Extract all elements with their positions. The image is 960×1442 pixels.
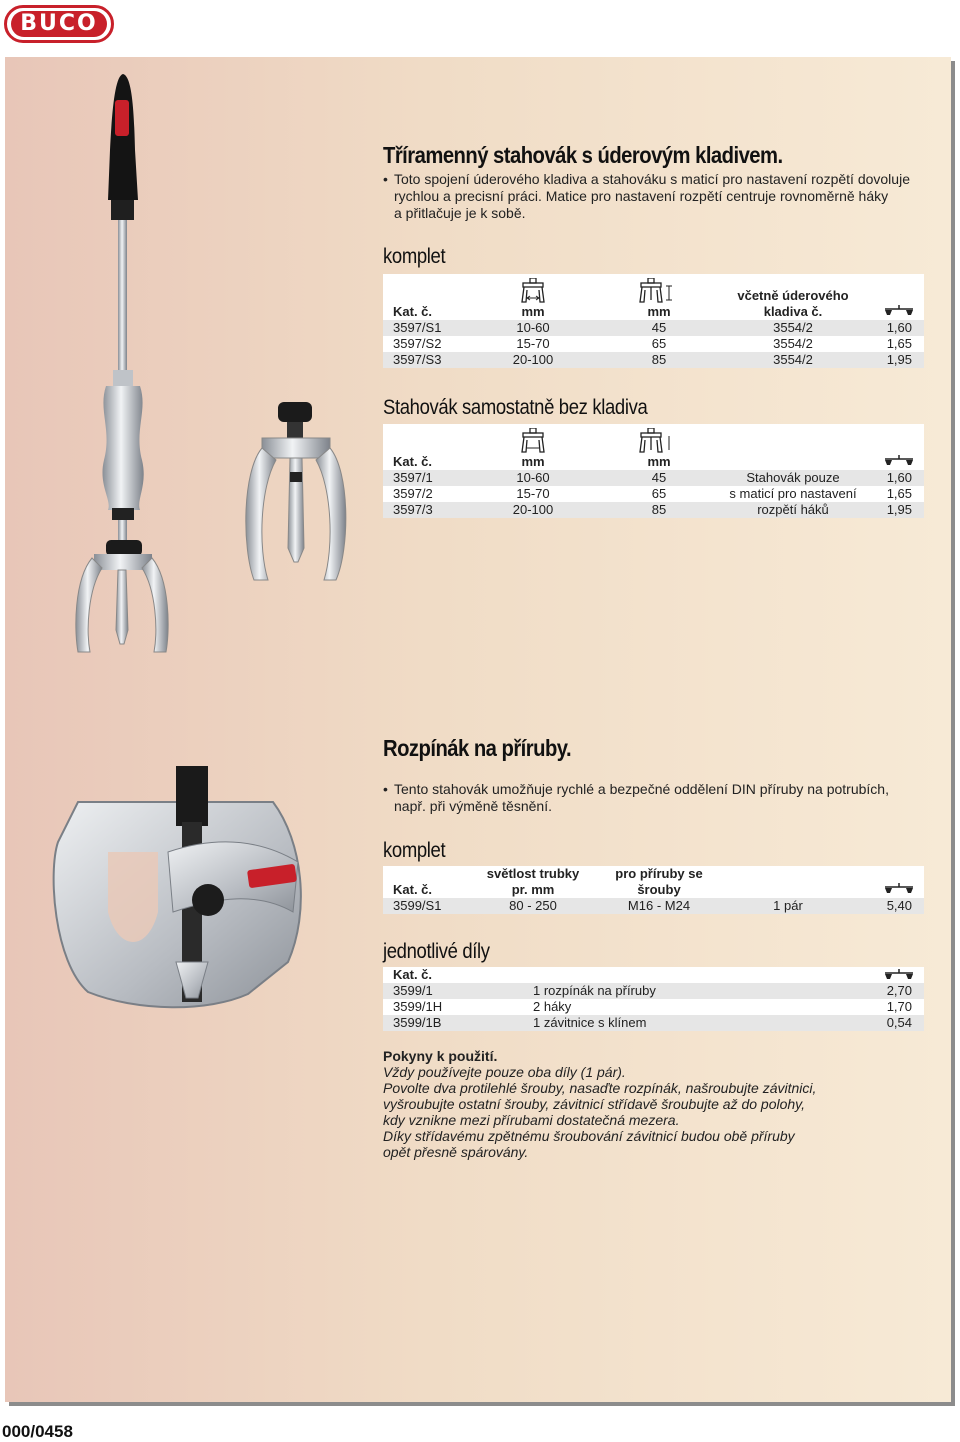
header-mm1: mm bbox=[521, 304, 545, 319]
slide-hammer-puller-image bbox=[68, 70, 178, 660]
header-mm1: mm bbox=[521, 454, 545, 469]
cell-desc: 1 rozpínák na příruby bbox=[533, 983, 656, 998]
cell-note: Stahovák pouze bbox=[746, 470, 840, 485]
bullet-line-3: a přitlačuje je k sobě. bbox=[394, 205, 526, 221]
table-row bbox=[383, 320, 924, 336]
puller-depth-icon bbox=[639, 428, 675, 454]
logo-text: BUCO bbox=[11, 11, 107, 37]
header-kat: Kat. č. bbox=[393, 304, 433, 319]
section1-table bbox=[383, 274, 924, 368]
table-row bbox=[383, 502, 924, 518]
cell-kat: 3597/1 bbox=[393, 470, 433, 485]
cell-kat: 3597/3 bbox=[393, 502, 433, 517]
section1-komplet-heading: komplet bbox=[383, 245, 446, 268]
notes-heading: Pokyny k použití. bbox=[383, 1048, 498, 1064]
table-header bbox=[383, 967, 924, 983]
cell-spread: 15-70 bbox=[516, 336, 550, 351]
section2-bullet bbox=[383, 781, 923, 817]
cell-pipe: 80 - 250 bbox=[509, 898, 557, 913]
table-row bbox=[383, 352, 924, 368]
cell-spread: 20-100 bbox=[512, 502, 554, 517]
table-row bbox=[383, 486, 924, 502]
cell-kat: 3597/2 bbox=[393, 486, 433, 501]
section2-parts-heading: jednotlivé díly bbox=[383, 940, 490, 963]
section1-title: Tříramenný stahovák s úderovým kladivem. bbox=[383, 142, 783, 168]
cell-kat: 3599/S1 bbox=[393, 898, 442, 913]
cell-bolts: M16 - M24 bbox=[627, 898, 691, 913]
cell-hammer: 3554/2 bbox=[773, 320, 813, 335]
cell-depth: 85 bbox=[651, 352, 667, 367]
cell-weight: 1,65 bbox=[886, 486, 912, 501]
cell-kat: 3599/1 bbox=[393, 983, 433, 998]
table-row bbox=[383, 336, 924, 352]
header-col3-line1: pro příruby se bbox=[615, 866, 703, 881]
scale-weight-icon bbox=[883, 882, 915, 896]
header-incl-line1: včetně úderového bbox=[737, 288, 849, 303]
header-incl-line2: kladiva č. bbox=[763, 304, 823, 319]
cell-weight: 1,60 bbox=[886, 320, 912, 335]
section2-komplet-heading: komplet bbox=[383, 839, 446, 862]
buco-logo bbox=[4, 5, 114, 43]
scale-weight-icon bbox=[883, 454, 915, 468]
cell-kat: 3597/S3 bbox=[393, 352, 442, 367]
cell-spread: 10-60 bbox=[516, 470, 550, 485]
section2-title: Rozpínák na příruby. bbox=[383, 735, 572, 761]
cell-hammer: 3554/2 bbox=[773, 336, 813, 351]
table-header bbox=[383, 866, 924, 898]
section2-parts-table bbox=[383, 967, 924, 1031]
notes-line: Vždy používejte pouze oba díly (1 pár). bbox=[383, 1064, 626, 1080]
section1-sub-heading: Stahovák samostatně bez kladiva bbox=[383, 396, 648, 419]
header-kat: Kat. č. bbox=[393, 882, 433, 897]
cell-depth: 45 bbox=[651, 470, 667, 485]
cell-desc: 2 háky bbox=[533, 999, 572, 1014]
cell-depth: 65 bbox=[651, 486, 667, 501]
cell-weight: 1,60 bbox=[886, 470, 912, 485]
table-row bbox=[383, 999, 924, 1015]
notes-line: kdy vznikne mezi přírubami dostatečná mezera. bbox=[383, 1112, 680, 1128]
bullet-line-2: např. při výměně těsnění. bbox=[394, 798, 552, 814]
cell-weight: 1,95 bbox=[886, 502, 912, 517]
header-col2-line2: pr. mm bbox=[511, 882, 555, 897]
cell-weight: 1,65 bbox=[886, 336, 912, 351]
cell-weight: 0,54 bbox=[886, 1015, 912, 1030]
cell-spread: 15-70 bbox=[516, 486, 550, 501]
table-row bbox=[383, 983, 924, 999]
cell-depth: 85 bbox=[651, 502, 667, 517]
notes-line: opět přesně spárovány. bbox=[383, 1144, 529, 1160]
notes-line: vyšroubujte ostatní šrouby, závitnicí střídavě šroubujte až do polohy, bbox=[383, 1096, 806, 1112]
header-col3-line2: šrouby bbox=[637, 882, 681, 897]
header-col2-line1: světlost trubky bbox=[486, 866, 580, 881]
bullet-dot: • bbox=[383, 171, 388, 187]
bullet-line-2: rychlou a precisní práci. Matice pro nastavení rozpětí centruje rovnoměrně háky bbox=[394, 188, 889, 204]
notes-line: Díky střídavému zpětnému šroubování závitnicí budou obě příruby bbox=[383, 1128, 795, 1144]
section2-table bbox=[383, 866, 924, 914]
cell-weight: 5,40 bbox=[886, 898, 912, 913]
cell-kat: 3599/1H bbox=[393, 999, 443, 1014]
table-row bbox=[383, 470, 924, 486]
cell-desc: 1 závitnice s klínem bbox=[533, 1015, 647, 1030]
section1-bullet bbox=[383, 171, 923, 223]
bullet-dot: • bbox=[383, 781, 388, 797]
cell-weight: 2,70 bbox=[886, 983, 912, 998]
puller-spread-icon bbox=[519, 278, 547, 304]
header-mm2: mm bbox=[647, 304, 671, 319]
section1-table2 bbox=[383, 424, 924, 518]
header-mm2: mm bbox=[647, 454, 671, 469]
cell-spread: 20-100 bbox=[512, 352, 554, 367]
notes-line: Povolte dva protilehlé šrouby, nasaďte rozpínák, našroubujte závitnici, bbox=[383, 1080, 817, 1096]
usage-notes bbox=[383, 1048, 816, 1160]
cell-depth: 45 bbox=[651, 320, 667, 335]
page-number: 000/0458 bbox=[2, 1422, 73, 1441]
header-kat: Kat. č. bbox=[393, 454, 433, 469]
puller-depth-icon bbox=[639, 278, 675, 304]
scale-weight-icon bbox=[883, 304, 915, 318]
cell-spread: 10-60 bbox=[516, 320, 550, 335]
bullet-line-1: Tento stahovák umožňuje rychlé a bezpečné oddělení DIN příruby na potrubích, bbox=[394, 781, 889, 797]
cell-weight: 1,70 bbox=[886, 999, 912, 1014]
header-kat: Kat. č. bbox=[393, 967, 433, 982]
cell-kat: 3597/S1 bbox=[393, 320, 442, 335]
cell-note: s maticí pro nastavení bbox=[729, 486, 857, 501]
flange-spreader-image bbox=[48, 762, 318, 1020]
cell-kat: 3599/1B bbox=[393, 1015, 442, 1030]
table-row bbox=[383, 1015, 924, 1031]
puller-spread-icon bbox=[519, 428, 547, 454]
table-header bbox=[383, 424, 924, 470]
scale-weight-icon bbox=[883, 968, 915, 982]
cell-kat: 3597/S2 bbox=[393, 336, 442, 351]
cell-qty: 1 pár bbox=[773, 898, 803, 913]
cell-hammer: 3554/2 bbox=[773, 352, 813, 367]
table-header bbox=[383, 274, 924, 320]
table-row bbox=[383, 898, 924, 914]
bullet-line-1: Toto spojení úderového kladiva a stahováku s maticí pro nastavení rozpětí dovoluje bbox=[394, 171, 910, 187]
cell-note: rozpětí háků bbox=[757, 502, 829, 517]
cell-depth: 65 bbox=[651, 336, 667, 351]
puller-image bbox=[240, 398, 350, 586]
cell-weight: 1,95 bbox=[886, 352, 912, 367]
